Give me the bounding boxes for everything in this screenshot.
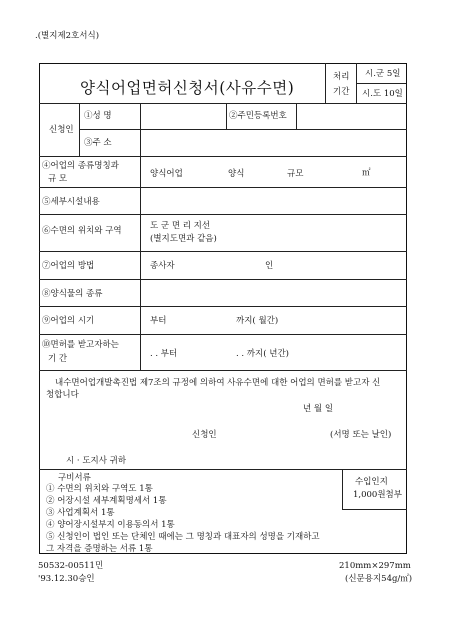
location-label: ⑥수면의 위치와 구역: [42, 226, 122, 236]
address-label: ③주 소: [84, 138, 112, 148]
license-value-1: . . 부터: [150, 349, 178, 359]
form-number: .(별지제2호서식): [35, 31, 100, 41]
document-item: 그 자격을 증명하는 서류 1통: [46, 544, 153, 554]
kind-value-2: 양식: [228, 169, 245, 179]
license-value-2: . . 까지( 년간): [236, 349, 289, 359]
processing-label-bottom: 기간: [333, 87, 350, 97]
statement-text-2: 청합니다: [46, 390, 79, 400]
period-value-2: 까지( 월간): [236, 316, 279, 326]
statement-recipient: 시 · 도지사 귀하: [66, 456, 127, 466]
kind-label-1: ④어업의 종류명칭과: [42, 161, 119, 171]
documents-title: 구비서류: [58, 473, 91, 483]
statement-text-1: 내수면어업개발촉진법 제7조의 규정에 의하여 사유수면에 대한 어업의 면허를 받고자 신: [55, 378, 381, 388]
statement-sign: (서명 또는 날인): [330, 430, 392, 440]
processing-label-top: 처리: [333, 72, 350, 82]
method-value-2: 인: [265, 261, 274, 271]
facility-label: ⑤세부시설내용: [42, 197, 100, 207]
kind-value-1: 양식어업: [150, 169, 183, 179]
kind-value-unit: ㎡: [362, 168, 371, 178]
method-value-1: 종사자: [150, 261, 175, 271]
license-label-1: ⑩면허를 받고자하는: [42, 340, 119, 350]
resident-id-label: ②주민등록번호: [229, 111, 287, 121]
document-item: ② 어장시설 세부계획명세서 1통: [46, 496, 167, 506]
species-label: ⑧양식물의 종류: [42, 289, 103, 299]
method-label: ⑦어업의 방법: [42, 261, 95, 271]
document-item: ⑤ 신청인이 법인 또는 단체인 때에는 그 명칭과 대표자의 성명을 기재하고: [46, 532, 320, 542]
kind-value-3: 규모: [287, 169, 304, 179]
period-value-1: 부터: [150, 316, 167, 326]
form-title: 양식어업면허신청서(사유수면): [80, 79, 295, 97]
processing-province: 시.도 10일: [362, 89, 403, 99]
footer-paper: (신문용지54g/㎡): [345, 574, 413, 584]
applicant-group-label: 신청인: [49, 125, 74, 135]
processing-city: 시.군 5일: [365, 69, 401, 79]
period-label: ⑨어업의 시기: [42, 316, 95, 326]
document-item: ③ 사업계획서 1통: [46, 508, 115, 518]
license-label-2: 기 간: [48, 354, 68, 364]
statement-applicant: 신청인: [192, 430, 217, 440]
document-item: ④ 양어장시설부지 이용동의서 1통: [46, 520, 175, 530]
location-value-1: 도 군 면 리 지선: [150, 221, 211, 231]
stamp-value: 1,000원첨부: [353, 490, 402, 500]
name-label: ①성 명: [84, 111, 112, 121]
statement-date: 년 월 일: [303, 404, 334, 414]
kind-label-2: 규 모: [48, 174, 68, 184]
footer-size: 210mm×297mm: [339, 561, 411, 571]
document-item: ① 수면의 위치와 구역도 1통: [46, 484, 153, 494]
footer-code: 50532-00511민: [38, 561, 104, 571]
stamp-label: 수입인지: [355, 477, 388, 487]
footer-approval: '93.12.30승인: [38, 574, 95, 584]
location-value-2: (별지도면과 같음): [150, 234, 217, 244]
